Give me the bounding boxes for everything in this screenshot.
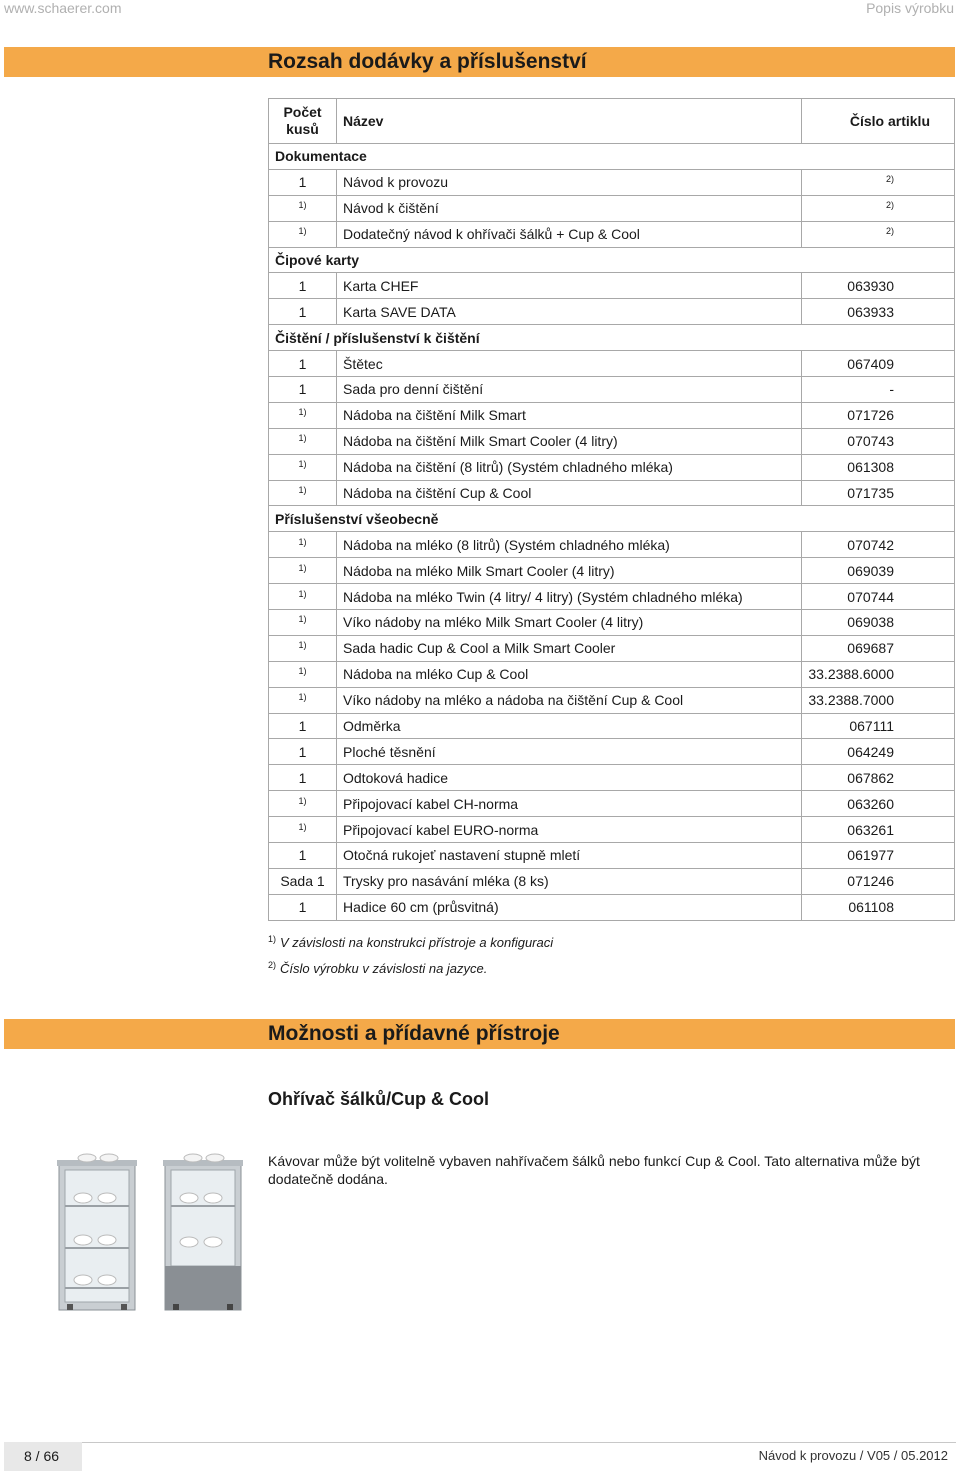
row-number	[802, 791, 955, 817]
table-group-row	[269, 325, 955, 351]
row-number	[802, 843, 955, 869]
qty-footnote-mark: 1)	[298, 433, 307, 444]
table-row	[269, 558, 955, 584]
row-name: Nádoba na čištění (8 litrů) (Systém chladného mléka)	[337, 454, 802, 480]
row-name: Víko nádoby na mléko a nádoba na čištění Cup & Cool	[337, 687, 802, 713]
row-name: Víko nádoby na mléko Milk Smart Cooler (4 litry)	[337, 610, 802, 636]
qty-value: Sada 1	[280, 873, 325, 890]
qty-value: 1	[298, 277, 307, 294]
row-number	[802, 584, 955, 610]
qty-footnote-mark: 1)	[298, 562, 307, 573]
number-value: 070743	[847, 433, 894, 450]
row-name: Trysky pro nasávání mléka (8 ks)	[337, 868, 802, 894]
row-qty	[269, 351, 337, 377]
row-name: Připojovací kabel CH-norma	[337, 791, 802, 817]
row-qty	[269, 687, 337, 713]
number-value: 067409	[847, 355, 894, 372]
table-header-row	[269, 99, 955, 144]
row-qty	[269, 739, 337, 765]
row-qty	[269, 299, 337, 325]
row-qty	[269, 843, 337, 869]
row-name: Nádoba na čištění Milk Smart Cooler (4 litry)	[337, 428, 802, 454]
footer-divider	[82, 1442, 956, 1443]
group-label: Čištění / příslušenství k čištění	[269, 325, 955, 351]
table-row	[269, 195, 955, 221]
table-group-row	[269, 144, 955, 170]
row-number	[802, 273, 955, 299]
row-name: Karta CHEF	[337, 273, 802, 299]
number-value: 071726	[847, 407, 894, 424]
row-qty	[269, 791, 337, 817]
qty-value: 1	[298, 718, 307, 735]
row-qty	[269, 868, 337, 894]
number-value: -	[889, 381, 894, 398]
qty-footnote-mark: 1)	[298, 200, 307, 211]
number-value: 33.2388.6000	[808, 666, 894, 683]
group-label: Čipové karty	[269, 247, 955, 273]
table-row	[269, 868, 955, 894]
table-row	[269, 817, 955, 843]
qty-value: 1	[298, 355, 307, 372]
row-name: Nádoba na mléko (8 litrů) (Systém chladného mléka)	[337, 532, 802, 558]
row-number	[802, 428, 955, 454]
section-header-bar	[4, 47, 955, 77]
table-row	[269, 221, 955, 247]
row-number	[802, 169, 955, 195]
table-group-row	[269, 247, 955, 273]
table-row	[269, 894, 955, 920]
page-number: 8 / 66	[24, 1448, 60, 1464]
number-footnote-mark: 2)	[885, 226, 894, 237]
row-number	[802, 868, 955, 894]
row-qty	[269, 584, 337, 610]
number-value: 071735	[847, 485, 894, 502]
row-name: Odměrka	[337, 713, 802, 739]
row-name: Nádoba na čištění Milk Smart	[337, 402, 802, 428]
table-row	[269, 377, 955, 403]
qty-value: 1	[298, 174, 307, 191]
footnote-text: V závislosti na konstrukci přístroje a konfiguraci	[280, 935, 554, 950]
row-qty	[269, 402, 337, 428]
qty-footnote-mark: 1)	[298, 640, 307, 651]
row-name: Nádoba na mléko Milk Smart Cooler (4 litry)	[337, 558, 802, 584]
row-number	[802, 351, 955, 377]
header-qty: Počet kusů	[269, 99, 337, 144]
row-number	[802, 299, 955, 325]
cup-warmer-image	[57, 1152, 137, 1312]
table-row	[269, 454, 955, 480]
row-qty	[269, 713, 337, 739]
row-number	[802, 765, 955, 791]
row-qty	[269, 765, 337, 791]
qty-value: 1	[298, 743, 307, 760]
number-value: 061108	[848, 899, 894, 916]
header-number: Číslo artiklu	[802, 99, 955, 144]
qty-footnote-mark: 1)	[298, 588, 307, 599]
row-qty	[269, 195, 337, 221]
subsection-title: Ohřívač šálků/Cup & Cool	[268, 1089, 490, 1109]
qty-footnote-mark: 1)	[298, 614, 307, 625]
number-value: 063933	[847, 303, 894, 320]
number-value: 064249	[847, 743, 894, 760]
row-number	[802, 221, 955, 247]
number-value: 070744	[847, 588, 894, 605]
group-label: Příslušenství všeobecně	[269, 506, 955, 532]
row-name: Nádoba na mléko Twin (4 litry/ 4 litry) (Systém chladného mléka)	[337, 584, 802, 610]
table-row	[269, 610, 955, 636]
row-name: Sada pro denní čištění	[337, 377, 802, 403]
row-qty	[269, 558, 337, 584]
section-title: Rozsah dodávky a příslušenství	[268, 50, 587, 73]
row-number	[802, 377, 955, 403]
row-number	[802, 610, 955, 636]
footnote-2	[268, 960, 487, 976]
table-row	[269, 739, 955, 765]
section-label: Popis výrobku	[866, 0, 954, 16]
qty-value: 1	[298, 303, 307, 320]
number-footnote-mark: 2)	[885, 200, 894, 211]
table-row	[269, 273, 955, 299]
row-number	[802, 713, 955, 739]
header-name: Název	[337, 99, 802, 144]
row-number	[802, 635, 955, 661]
row-number	[802, 739, 955, 765]
number-value: 069039	[847, 562, 894, 579]
row-qty	[269, 610, 337, 636]
qty-footnote-mark: 1)	[298, 666, 307, 677]
table-row	[269, 765, 955, 791]
qty-footnote-mark: 1)	[298, 485, 307, 496]
row-qty	[269, 894, 337, 920]
cup-cool-image	[163, 1152, 243, 1312]
table-row	[269, 661, 955, 687]
row-name: Připojovací kabel EURO-norma	[337, 817, 802, 843]
number-value: 33.2388.7000	[808, 692, 894, 709]
table-row	[269, 532, 955, 558]
row-number	[802, 402, 955, 428]
footnote-mark: 2)	[268, 960, 277, 970]
row-number	[802, 894, 955, 920]
row-name: Dodatečný návod k ohřívači šálků + Cup & Cool	[337, 221, 802, 247]
table-row	[269, 351, 955, 377]
row-name: Návod k čištění	[337, 195, 802, 221]
qty-footnote-mark: 1)	[298, 536, 307, 547]
row-qty	[269, 377, 337, 403]
document-reference: Návod k provozu / V05 / 05.2012	[758, 1448, 948, 1463]
row-number	[802, 558, 955, 584]
row-qty	[269, 428, 337, 454]
table-row	[269, 635, 955, 661]
row-qty	[269, 273, 337, 299]
site-url[interactable]: www.schaerer.com	[4, 0, 122, 16]
number-value: 070742	[847, 536, 894, 553]
row-name: Karta SAVE DATA	[337, 299, 802, 325]
delivery-items-table	[268, 98, 955, 921]
footnote-mark: 1)	[268, 934, 277, 944]
row-number	[802, 532, 955, 558]
row-name: Nádoba na čištění Cup & Cool	[337, 480, 802, 506]
row-qty	[269, 221, 337, 247]
footnote-1	[268, 934, 553, 950]
row-number	[802, 454, 955, 480]
row-number	[802, 661, 955, 687]
qty-footnote-mark: 1)	[298, 692, 307, 703]
table-row	[269, 169, 955, 195]
row-number	[802, 817, 955, 843]
table-row	[269, 687, 955, 713]
group-label: Dokumentace	[269, 144, 955, 170]
number-value: 063261	[847, 821, 894, 838]
number-value: 069687	[847, 640, 894, 657]
qty-footnote-mark: 1)	[298, 459, 307, 470]
number-value: 063260	[847, 795, 894, 812]
number-value: 063930	[847, 277, 894, 294]
row-name: Ploché těsnění	[337, 739, 802, 765]
table-row	[269, 791, 955, 817]
table-row	[269, 713, 955, 739]
subsection-text: Kávovar může být volitelně vybaven nahřívačem šálků nebo funkcí Cup & Cool. Tato alternativa může být dodatečně dodána.	[268, 1153, 920, 1187]
number-value: 067862	[847, 769, 894, 786]
row-name: Nádoba na mléko Cup & Cool	[337, 661, 802, 687]
qty-footnote-mark: 1)	[298, 407, 307, 418]
number-footnote-mark: 2)	[885, 174, 894, 185]
row-qty	[269, 454, 337, 480]
row-qty	[269, 817, 337, 843]
row-number	[802, 687, 955, 713]
table-row	[269, 428, 955, 454]
row-qty	[269, 532, 337, 558]
qty-value: 1	[298, 899, 307, 916]
section-header-bar	[4, 1019, 955, 1049]
row-number	[802, 195, 955, 221]
qty-footnote-mark: 1)	[298, 226, 307, 237]
row-name: Sada hadic Cup & Cool a Milk Smart Cooler	[337, 635, 802, 661]
table-row	[269, 584, 955, 610]
row-name: Návod k provozu	[337, 169, 802, 195]
number-value: 071246	[847, 873, 894, 890]
row-qty	[269, 635, 337, 661]
row-name: Štětec	[337, 351, 802, 377]
table-row	[269, 299, 955, 325]
row-name: Odtoková hadice	[337, 765, 802, 791]
number-value: 067111	[849, 718, 894, 735]
number-value: 061977	[847, 847, 894, 864]
row-qty	[269, 661, 337, 687]
table-row	[269, 843, 955, 869]
qty-value: 1	[298, 847, 307, 864]
qty-value: 1	[298, 769, 307, 786]
number-value: 069038	[847, 614, 894, 631]
row-qty	[269, 169, 337, 195]
row-name: Otočná rukojeť nastavení stupně mletí	[337, 843, 802, 869]
table-row	[269, 402, 955, 428]
number-value: 061308	[847, 459, 894, 476]
table-row	[269, 480, 955, 506]
footnote-text: Číslo výrobku v závislosti na jazyce.	[280, 961, 488, 976]
qty-footnote-mark: 1)	[298, 795, 307, 806]
table-group-row	[269, 506, 955, 532]
qty-footnote-mark: 1)	[298, 821, 307, 832]
qty-value: 1	[298, 381, 307, 398]
row-number	[802, 480, 955, 506]
row-qty	[269, 480, 337, 506]
section-title: Možnosti a přídavné přístroje	[268, 1022, 560, 1045]
row-name: Hadice 60 cm (průsvitná)	[337, 894, 802, 920]
